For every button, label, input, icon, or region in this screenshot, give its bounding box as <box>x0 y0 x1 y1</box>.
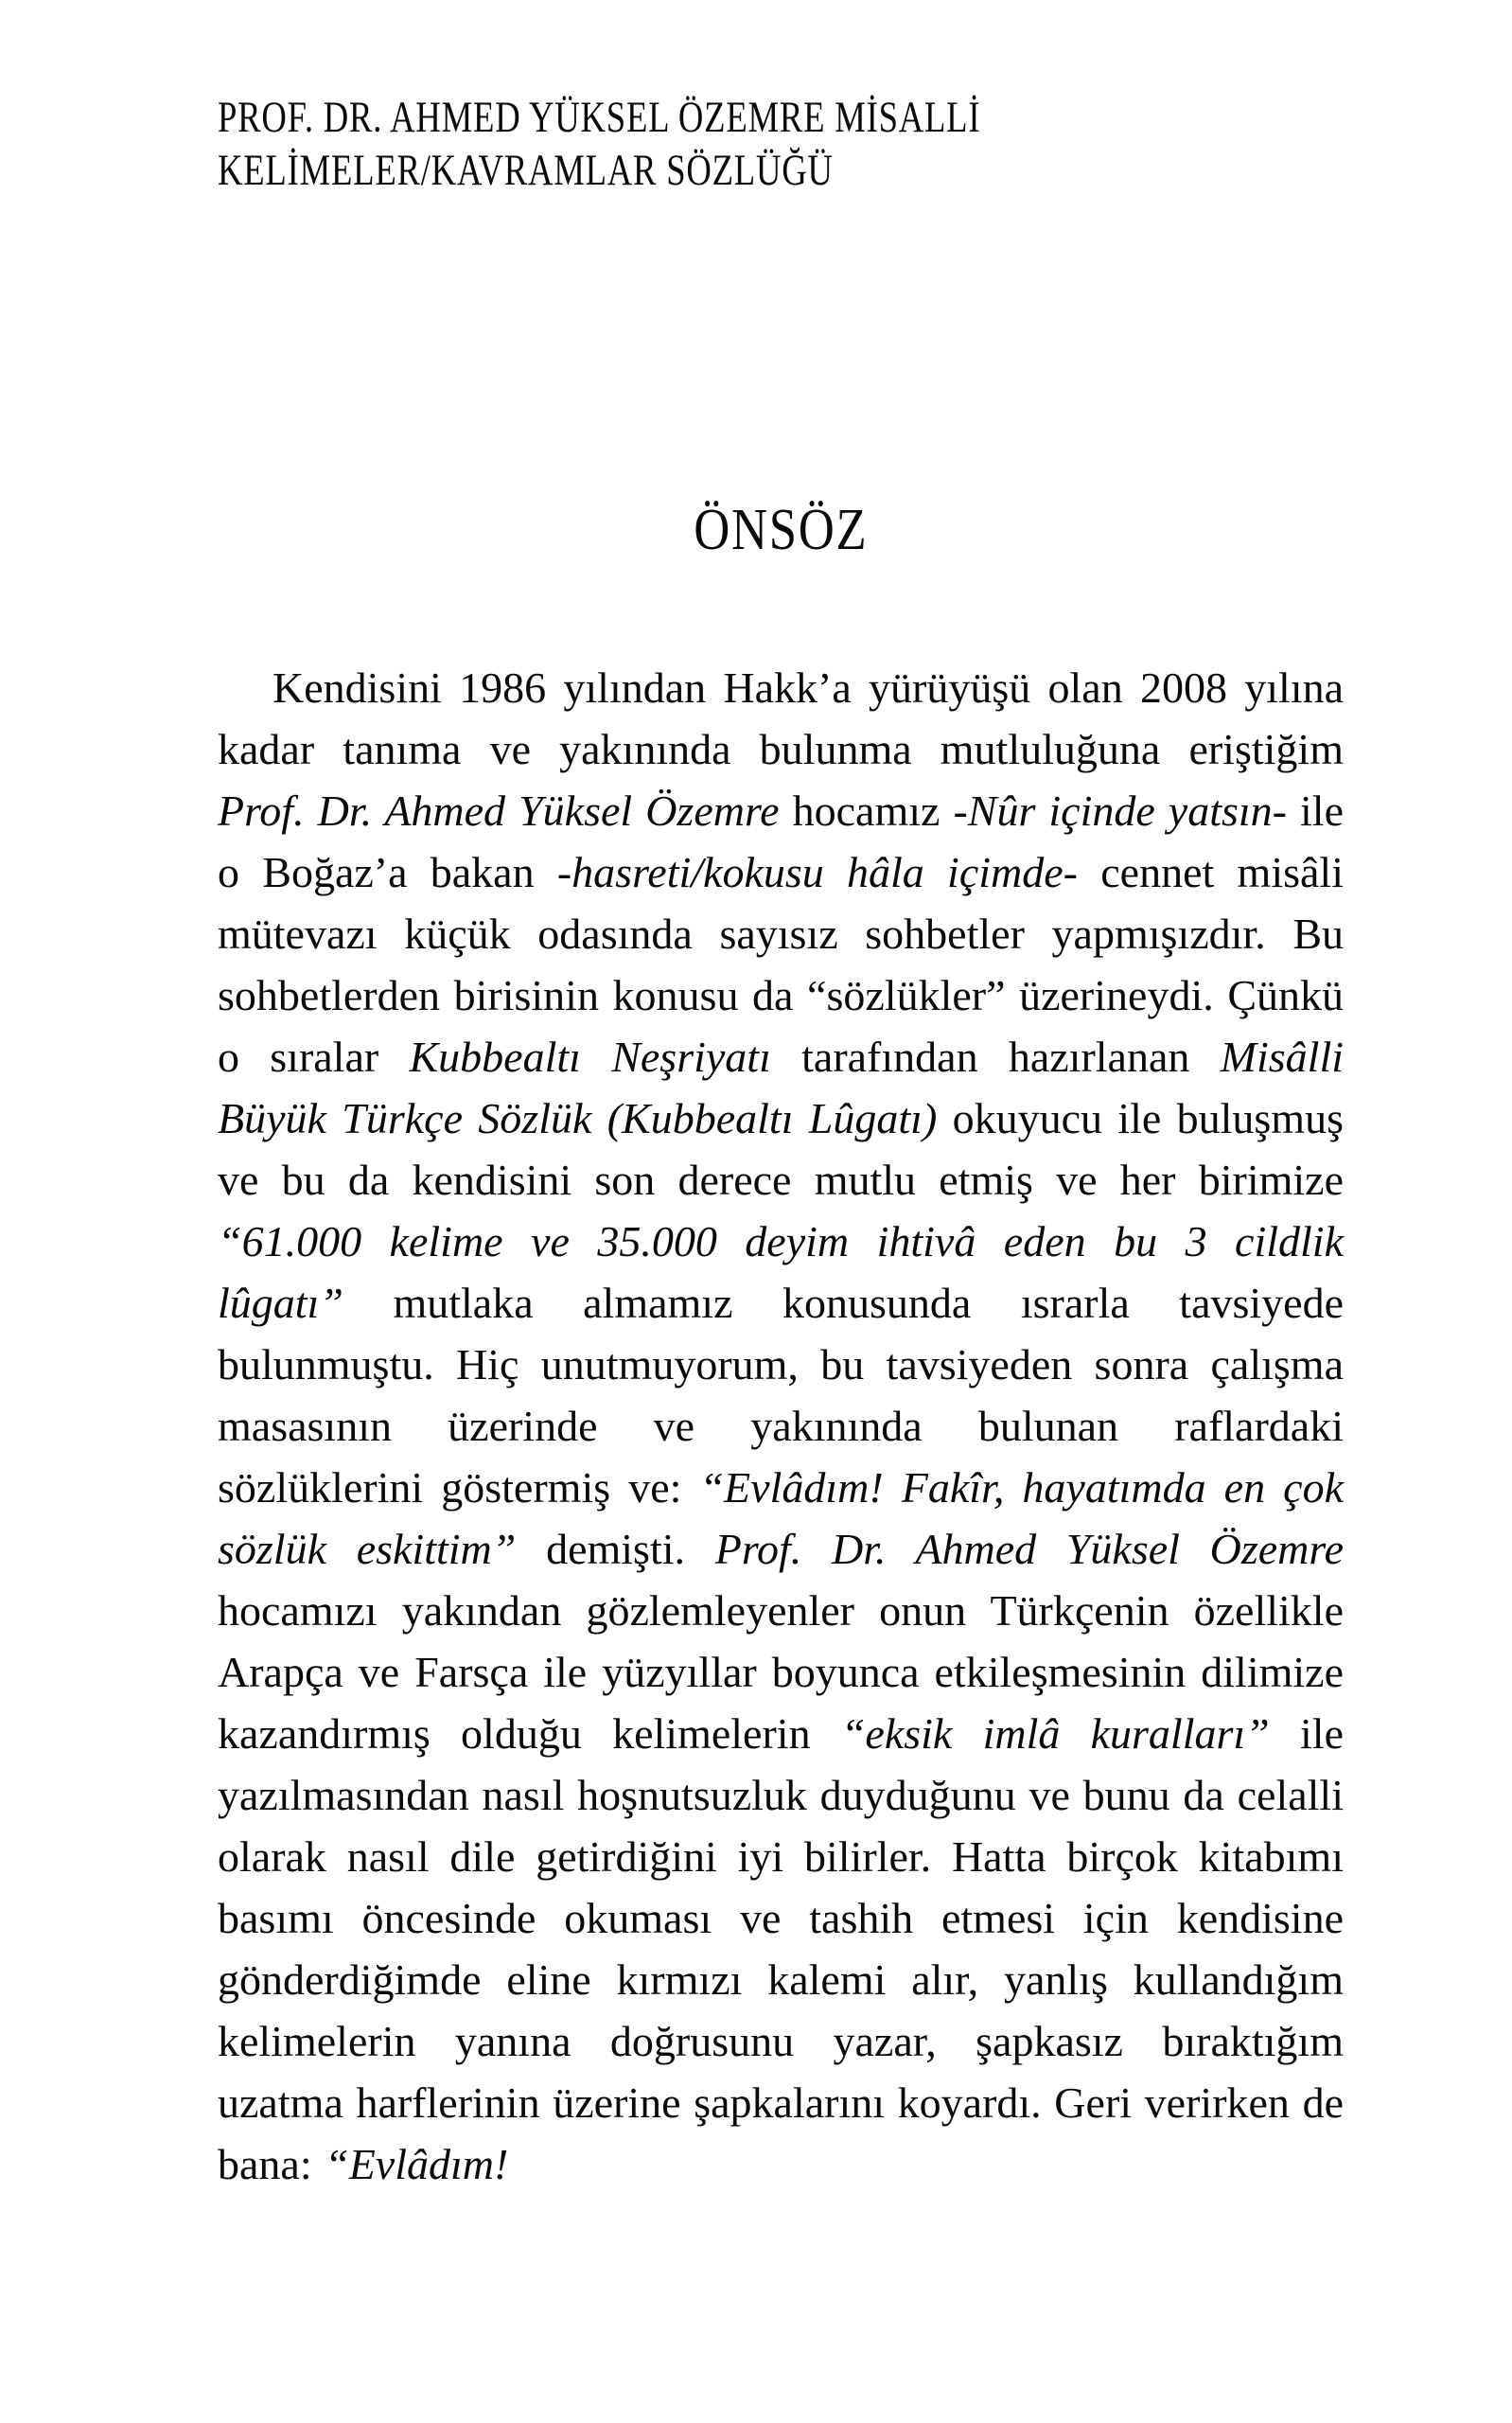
running-header-line-1 <box>218 91 1196 144</box>
running-header-line-2-text: KELİMELER/KAVRAMLAR SÖZLÜĞÜ <box>218 146 834 195</box>
running-header-line-1-text: PROF. DR. AHMED YÜKSEL ÖZEMRE MİSALLİ <box>218 93 981 142</box>
section-title <box>218 492 1344 568</box>
running-header <box>218 91 1196 197</box>
preface-paragraph: Kendisini 1986 yılından Hakk’a yürüyüşü olan 2008 yılına kadar tanıma ve yakınında bulunma mutluluğuna eriştiğim Prof. Dr. Ahmed Yüksel Özemre hocamız -Nûr içinde yatsın- ile o Boğaz’a bakan -hasreti/kokusu hâla içimde- cennet misâli mütevazı küçük odasında sayısız sohbetler yapmışızdır. Bu sohbetlerden birisinin konusu da “sözlükler” üzerineydi. Çünkü o sıralar Kubbealtı Neşriyatı tarafından hazırlanan Misâlli Büyük Türkçe Sözlük (Kubbealtı Lûgatı) okuyucu ile buluşmuş ve bu da kendisini son derece mutlu etmiş ve her birimize “61.000 kelime ve 35.000 deyim ihtivâ eden bu 3 cildlik lûgatı” mutlaka almamız konusunda ısrarla tavsiyede bulunmuştu. Hiç unutmuyorum, bu tavsiyeden sonra çalışma masasının üzerinde ve yakınında bulunan raflardaki sözlüklerini göstermiş ve: “Evlâdım! Fakîr, hayatımda en çok sözlük eskittim” demişti. Prof. Dr. Ahmed Yüksel Özemre hocamızı yakından gözlemleyenler onun Türkçenin özellikle Arapça ve Farsça ile yüzyıllar boyunca etkileşmesinin dilimize kazandırmış olduğu kelimelerin “eksik imlâ kuralları” ile yazılmasından nasıl hoşnutsuzluk duyduğunu ve bunu da celalli olarak nasıl dile getirdiğini iyi bilirler. Hatta birçok kitabımı basımı öncesinde okuması ve tashih etmesi için kendisine gönderdiğimde eline kırmızı kalemi alır, yanlış kullandığım kelimelerin yanına doğrusunu yazar, şapkasız bıraktığım uzatma harflerinin üzerine şapkalarını koyardı. Geri verirken de bana: “Evlâdım! <box>218 663 1345 2188</box>
section-title-text: ÖNSÖZ <box>693 498 869 562</box>
running-header-line-2 <box>218 144 1196 197</box>
